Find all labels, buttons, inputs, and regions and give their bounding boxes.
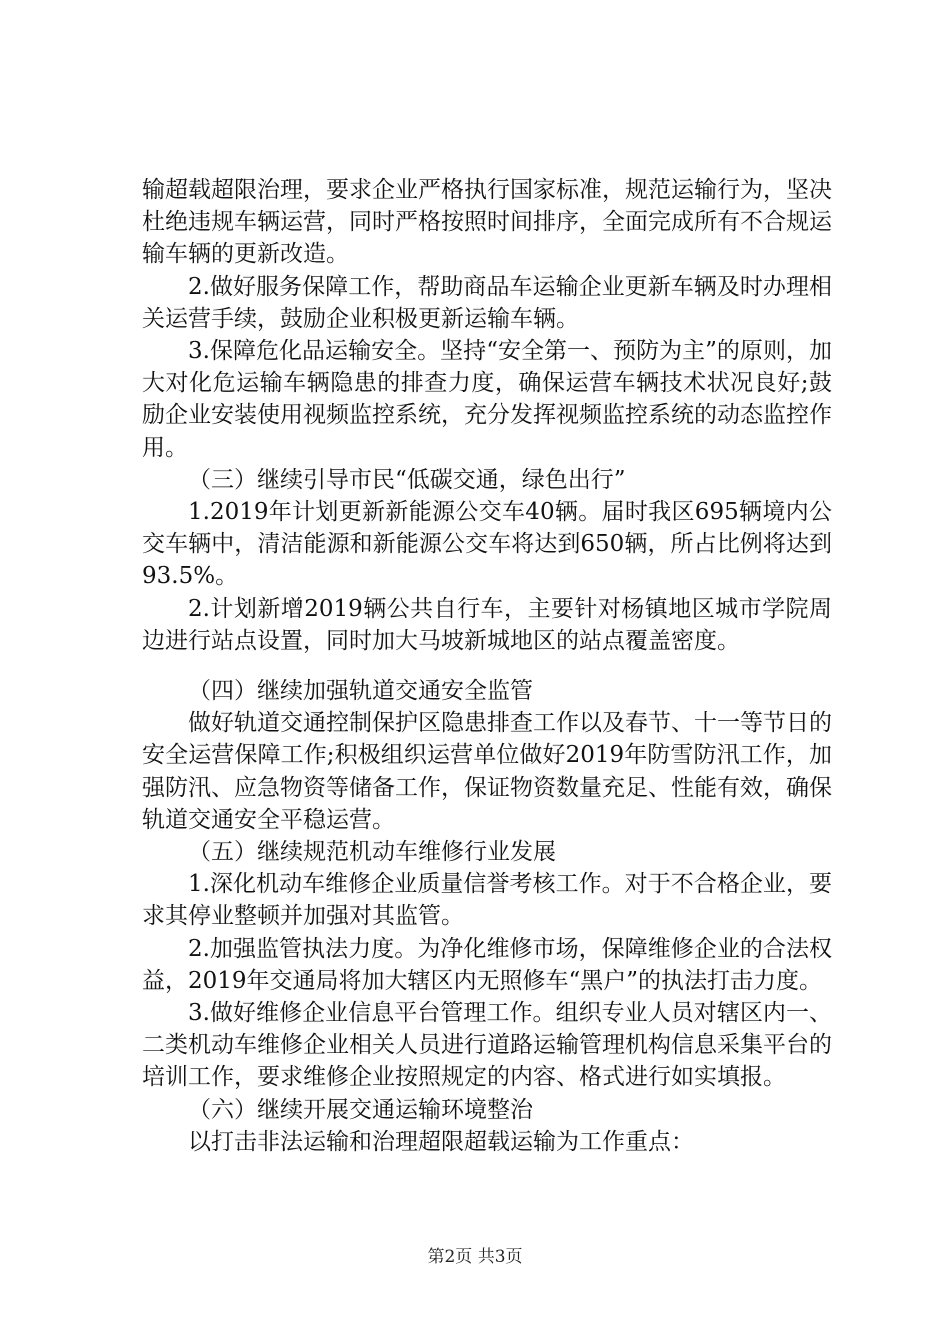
body-paragraph: 3.做好维修企业信息平台管理工作。组织专业人员对辖区内一、二类机动车维修企业相关人员进行道路运输管理机构信息采集平台的培训工作，要求维修企业按照规定的内容、格式进行如实填报。 xyxy=(142,1000,832,1091)
section-heading: （三）继续引导市民“低碳交通，绿色出行” xyxy=(188,466,626,493)
page-footer xyxy=(0,1242,950,1267)
section-heading: （六）继续开展交通运输环境整治 xyxy=(188,1096,533,1123)
document-body xyxy=(142,174,832,1158)
body-paragraph: 以打击非法运输和治理超限超载运输为工作重点： xyxy=(188,1128,694,1155)
section-heading: （四）继续加强轨道交通安全监管 xyxy=(188,678,533,705)
body-paragraph: 2.做好服务保障工作，帮助商品车运输企业更新车辆及时办理相关运营手续，鼓励企业积极更新运输车辆。 xyxy=(142,273,832,332)
body-paragraph: 3.保障危化品运输安全。坚持“安全第一、预防为主”的原则，加大对化危运输车辆隐患的排查力度，确保运营车辆技术状况良好;鼓励企业安装使用视频监控系统，充分发挥视频监控系统的动态监控作用。 xyxy=(142,338,832,461)
body-paragraph: 1.深化机动车维修企业质量信誉考核工作。对于不合格企业，要求其停业整顿并加强对其监管。 xyxy=(142,871,832,930)
body-paragraph: 1.2019年计划更新新能源公交车40辆。届时我区695辆境内公交车辆中，清洁能源和新能源公交车将达到650辆，所占比例将达到93.5%。 xyxy=(142,499,832,590)
body-paragraph: 2.加强监管执法力度。为净化维修市场，保障维修企业的合法权益，2019年交通局将加大辖区内无照修车“黑户”的执法打击力度。 xyxy=(142,935,832,994)
body-paragraph: 做好轨道交通控制保护区隐患排查工作以及春节、十一等节日的安全运营保障工作;积极组织运营单位做好2019年防雪防汛工作，加强防汛、应急物资等储备工作，保证物资数量充足、性能有效，确保轨道交通安全平稳运营。 xyxy=(142,710,832,833)
body-paragraph: 2.计划新增2019辆公共自行车，主要针对杨镇地区城市学院周边进行站点设置，同时加大马坡新城地区的站点覆盖密度。 xyxy=(142,595,832,654)
section-heading: （五）继续规范机动车维修行业发展 xyxy=(188,839,556,866)
body-paragraph: 输超载超限治理，要求企业严格执行国家标准，规范运输行为，坚决杜绝违规车辆运营，同时严格按照时间排序，全面完成所有不合规运输车辆的更新改造。 xyxy=(142,177,832,268)
page-number: 第2页 共3页 xyxy=(427,1247,523,1267)
